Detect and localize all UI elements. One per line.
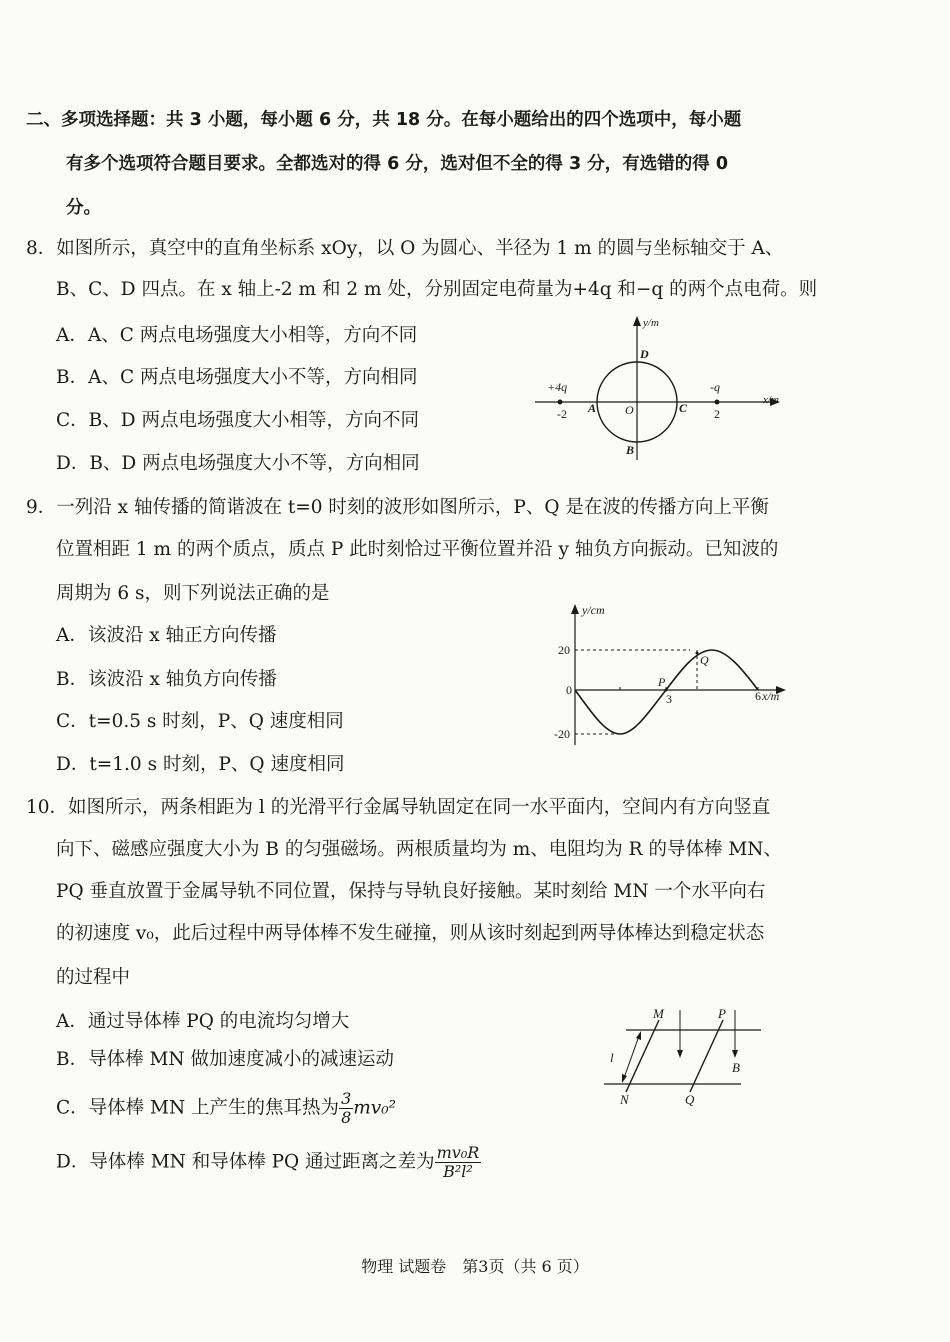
q9-stem-line-3: 周期为 6 s，则下列说法正确的是 — [56, 583, 330, 604]
q8-option-a: A．A、C 两点电场强度大小相等，方向不同 — [56, 325, 418, 346]
q8-stem-line-2: B、C、D 四点。在 x 轴上-2 m 和 2 m 处，分别固定电荷量为+4q 和−q 的两个点电荷。则 — [56, 279, 818, 300]
q8-right-tick: 2 — [714, 407, 720, 421]
q10-rod-pq — [690, 1020, 723, 1092]
q10-stem-line-4: 的初速度 v₀，此后过程中两导体棒不发生碰撞，则从该时刻起到两导体棒达到稳定状态 — [56, 923, 765, 944]
q10-width-arrow-head-bottom — [622, 1074, 627, 1083]
q8-option-d: D．B、D 两点电场强度大小不等，方向相同 — [56, 453, 420, 474]
q10-option-d-fraction — [435, 1144, 482, 1181]
q10-option-d — [56, 1144, 481, 1181]
q10-option-d-numerator: mv₀R — [436, 1143, 480, 1162]
q8-left-tick: -2 — [557, 407, 567, 421]
q10-option-b: B．导体棒 MN 做加速度减小的减速运动 — [56, 1049, 394, 1070]
q10-option-c-denominator: 8 — [341, 1108, 352, 1127]
q9-option-d: D．t=1.0 s 时刻，P、Q 速度相同 — [56, 754, 345, 775]
q10-label-l: l — [610, 1050, 614, 1065]
section-header-line-3: 分。 — [66, 198, 101, 218]
q10-option-d-denominator: B²l² — [443, 1162, 473, 1181]
q8-point-b: B — [626, 443, 635, 457]
q8-point-o: O — [625, 403, 634, 417]
q9-point-q-label: Q — [700, 653, 709, 667]
q10-label-p: P — [718, 1006, 726, 1021]
q8-y-label: y/m — [643, 317, 659, 329]
q10-stem-line-2: 向下、磁感应强度大小为 B 的匀强磁场。两根质量均为 m、电阻均为 R 的导体棒 MN、 — [56, 839, 782, 860]
q8-point-a: A — [588, 401, 597, 415]
section-header: 二、多项选择题：共 3 小题，每小题 6 分，共 18 分。在每小题给出的四个选项中，每小题 — [26, 110, 742, 130]
q9-y-label: y/cm — [582, 603, 605, 617]
q8-point-c: C — [679, 401, 688, 415]
q10-stem-line-1: 10．如图所示，两条相距为 l 的光滑平行金属导轨固定在同一水平面内，空间内有方向竖直 — [26, 797, 771, 818]
q9-y-arrow — [571, 604, 579, 614]
q8-left-charge-label: +4q — [547, 380, 568, 394]
q10-rod-mn — [626, 1020, 659, 1092]
q10-option-c-text: C．导体棒 MN 上产生的焦耳热为 — [56, 1097, 340, 1119]
q9-figure — [550, 600, 800, 750]
q8-figure — [530, 312, 790, 462]
q8-option-b: B．A、C 两点电场强度大小不等，方向相同 — [56, 367, 418, 388]
q10-figure — [596, 1004, 776, 1114]
q9-option-a: A．该波沿 x 轴正方向传播 — [56, 625, 277, 646]
q9-y-tick-0: 0 — [566, 683, 572, 697]
q10-label-q: Q — [685, 1092, 695, 1107]
q8-y-arrow — [633, 316, 641, 326]
q9-x-tick-label-3: 3 — [666, 692, 672, 706]
q9-option-c: C．t=0.5 s 时刻，P、Q 速度相同 — [56, 711, 344, 732]
q10-stem-line-5: 的过程中 — [56, 967, 131, 988]
q10-option-c — [56, 1090, 396, 1127]
q8-right-charge-dot — [715, 400, 720, 405]
q10-option-c-numerator: 3 — [341, 1089, 352, 1108]
q9-option-b: B．该波沿 x 轴负方向传播 — [56, 669, 277, 690]
q8-point-d: D — [640, 347, 649, 361]
q9-point-p-label: P — [658, 675, 666, 689]
q9-point-q-dot — [696, 652, 699, 655]
q9-y-tick-neg20: -20 — [554, 727, 570, 741]
q8-x-label: x/m — [763, 394, 779, 406]
q10-field-arrow-2-head — [732, 1050, 738, 1058]
q9-stem-line-2: 位置相距 1 m 的两个质点，质点 P 此时刻恰过平衡位置并沿 y 轴负方向振动。已知波的 — [56, 539, 779, 560]
q8-option-c: C．B、D 两点电场强度大小相等，方向不同 — [56, 410, 419, 431]
q10-width-arrow-head-top — [636, 1031, 641, 1040]
q8-stem-line-1: 8．如图所示，真空中的直角坐标系 xOy，以 O 为圆心、半径为 1 m 的圆与坐标轴交于 A、 — [26, 238, 784, 259]
page-footer: 物理 试题卷 第3页（共 6 页） — [361, 1257, 589, 1276]
q9-stem-line-1: 9．一列沿 x 轴传播的简谐波在 t=0 时刻的波形如图所示，P、Q 是在波的传播方向上平衡 — [26, 497, 769, 518]
q10-option-c-tail: mv₀² — [353, 1097, 397, 1119]
q10-option-c-fraction — [339, 1090, 353, 1127]
q10-option-d-text: D．导体棒 MN 和导体棒 PQ 通过距离之差为 — [56, 1151, 435, 1173]
q9-x-tick-label-6: 6 — [755, 689, 761, 703]
section-header-line-2: 有多个选项符合题目要求。全都选对的得 6 分，选对但不全的得 3 分，有选错的得 0 — [66, 154, 728, 174]
q9-y-tick-20: 20 — [558, 643, 570, 657]
q10-label-m: M — [653, 1006, 664, 1021]
q8-right-charge-label: -q — [710, 380, 720, 394]
q10-width-arrow — [624, 1036, 639, 1078]
q10-stem-line-3: PQ 垂直放置于金属导轨不同位置，保持与导轨良好接触。某时刻给 MN 一个水平向右 — [56, 881, 766, 902]
q10-label-b: B — [732, 1060, 740, 1075]
q8-left-charge-dot — [558, 400, 563, 405]
q10-field-arrow-1-head — [677, 1050, 683, 1058]
q9-x-label: x/m — [762, 689, 780, 703]
q10-label-n: N — [620, 1092, 629, 1107]
q10-option-a: A．通过导体棒 PQ 的电流均匀增大 — [56, 1011, 350, 1032]
